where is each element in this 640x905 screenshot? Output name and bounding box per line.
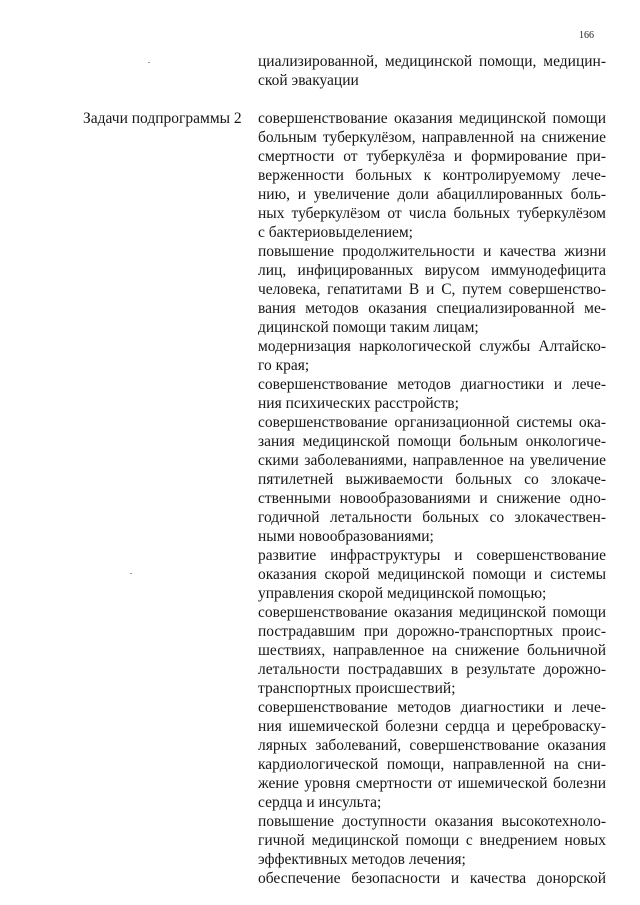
text-line: вания методов оказания специализированной ме-	[258, 300, 606, 317]
text-line: сердца и инсульта;	[258, 794, 382, 811]
scan-speck	[130, 573, 132, 574]
text-line: жение уровня смертности от ишемической болезни	[258, 775, 606, 792]
text-line: лярных заболеваний, совершенствование оказания	[258, 737, 606, 754]
text-line: оказания скорой медицинской помощи и системы	[258, 566, 606, 583]
text-line: обеспечение безопасности и качества донорской	[258, 870, 606, 887]
text-line: ской эвакуации	[258, 72, 359, 89]
row-label: Задачи подпрограммы 2	[83, 110, 242, 127]
text-line: лиц, инфицированных вирусом иммунодефицита	[258, 262, 606, 279]
text-line: летальности пострадавших в результате дорожно-	[258, 661, 606, 678]
text-line: человека, гепатитами В и С, путем совершенство-	[258, 281, 606, 298]
text-line: ния ишемической болезни сердца и цереброваску-	[258, 718, 606, 735]
text-line: больным туберкулёзом, направленной на снижение	[258, 129, 606, 146]
text-line: ных туберкулёзом от числа больных туберкулёзом	[258, 205, 606, 222]
text-line: повышение доступности оказания высокотехноло-	[258, 813, 606, 830]
text-line: эффективных методов лечения;	[258, 851, 466, 868]
text-line: совершенствование оказания медицинской помощи	[258, 110, 606, 127]
text-line: пострадавшим при дорожно-транспортных проис-	[258, 623, 606, 640]
text-line: ния психических расстройств;	[258, 395, 459, 412]
text-line: верженности больных к контролируемому лече-	[258, 167, 606, 184]
text-line: го края;	[258, 357, 310, 374]
text-line: совершенствование оказания медицинской помощи	[258, 604, 606, 621]
text-line: ственными новообразованиями и снижение одно-	[258, 490, 606, 507]
text-line: совершенствование методов диагностики и лече-	[258, 376, 606, 393]
text-line: модернизация наркологической службы Алтайско-	[258, 338, 606, 355]
text-line: пятилетней выживаемости больных со злокаче-	[258, 471, 606, 488]
text-line: зания медицинской помощи больным онкологиче-	[258, 433, 606, 450]
text-line: смертности от туберкулёза и формирование при-	[258, 148, 606, 165]
text-line: повышение продолжительности и качества жизни	[258, 243, 606, 260]
text-line: гичной медицинской помощи с внедрением новых	[258, 832, 606, 849]
scan-speck	[148, 62, 150, 63]
text-line: кардиологической помощи, направленной на сни-	[258, 756, 606, 773]
text-line: ными новообразованиями;	[258, 528, 434, 545]
text-line: развитие инфраструктуры и совершенствование	[258, 547, 606, 564]
text-line: совершенствование организационной системы ока-	[258, 414, 606, 431]
text-line: нию, и увеличение доли абациллированных боль-	[258, 186, 606, 203]
text-line: совершенствование методов диагностики и лече-	[258, 699, 606, 716]
page-number: 166	[579, 30, 594, 41]
text-line: дицинской помощи таким лицам;	[258, 319, 479, 336]
text-line: циализированной, медицинской помощи, медицин-	[258, 53, 606, 70]
text-line: транспортных происшествий;	[258, 680, 456, 697]
text-line: скими заболеваниями, направленное на увеличение	[258, 452, 606, 469]
text-line: с бактериовыделением;	[258, 224, 413, 241]
text-line: шествиях, направленное на снижение больничной	[258, 642, 606, 659]
text-line: годичной летальности больных со злокачествен-	[258, 509, 606, 526]
text-line: управления скорой медицинской помощью;	[258, 585, 547, 602]
